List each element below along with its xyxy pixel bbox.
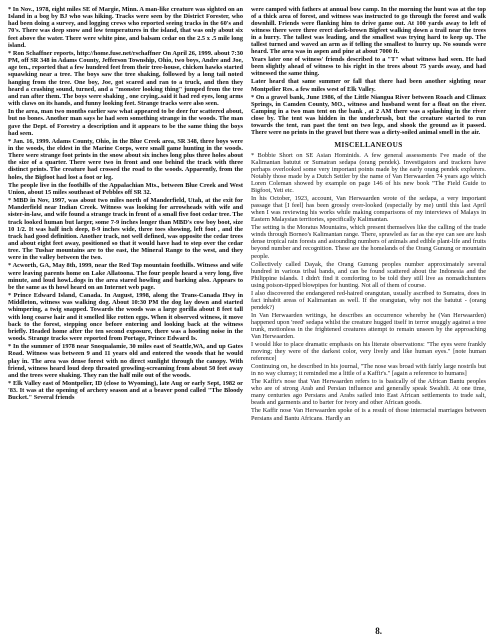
report-paragraph: * In the summer of 1978 near Snoqualamie, 30 miles east of Seattle,WA, and up Gates Road. Witness was between 9 and 11 years old and entered the woods that he would play in. The area was dense forest with no direct sunlight through the canopy. With friend, witness heard loud deep throated growling-screaming from about 50 feet away and the trees were shaking. They ran the half mile out of the woods. xyxy=(8,343,243,379)
article-paragraph: The Kaffir's nose that Van Herwaarden refers to is basically of the African Bantu peoples who are of strong Arab and Persian influence and generally speak Swahili. At one time, many centuries ago Persians and Arabs sailed into East African settlements to trade salt, beads and garments and to barter for ivory and other African goods. xyxy=(251,378,486,407)
report-paragraph: * Jan. 16, 1999. Adams County, Ohio, in the Blue Creek area, SR 348, three boys were in the woods, the eldest in the Marine Corps, were small game hunting in the woods. There were strange foot prints in the snow about six inches long plus three holes about the size of a quarter. There were two in front and one behind the track with three distinct prints. The creature had crossed the road to the woods. Apparently, from the holes, the Bigfoot had lost a foot or leg. xyxy=(8,137,243,181)
article-paragraph: * Bobbie Short on SE Asian Hominids. A few general assessments I've made of the Kalimantan batutut or Sumatran sedapa (orang pendek). Investigators and trackers have perhaps overlooked some very important points made by the early orang pendek explorers. Notably those made by a Dutch Settler by the name of Van Herwaarden 74 years ago which Loren Coleman showed by example on page 146 of his new book "The Field Guide to Bigfoot, Yeti etc. xyxy=(251,151,486,195)
report-paragraph: * On a gravel bank, June 1986, of the Little Niangua River between Roach and Climax Springs, in Camden County, MO., witness and husband went for a float on the river. Camping in a two man tent on the bank , at 2 AM there was a splashing in the river close by. The tent was hidden in the underbrush, but the creature started to run towards the tent, ran past the tent on two legs, and shook the ground as it passed. There were no prints in the gravel but there was a dirty-soiled animal smell in the air. xyxy=(251,93,486,136)
article-paragraph: The Kaffir nose Van Herwaarden spoke of is a result of those interracial marriages between Persians and Bantu Africans. Hardly an xyxy=(251,407,486,422)
report-paragraph: were camped with fathers at annual bow camp. In the morning the hunt was at the top of a thick area of forest, and witness was instructed to go through the forest and walk downhill. Friends were flanking him to drive game out. At 100 yards away to left of witness there were three erect dark-brown Bigfeet walking down a trail near the trees in a hurry. The tallest was leading, and the smallest was trying hard to keep up. The tallest turned and waved an arm as if telling the smallest to hurry up. No sounds were heard. The area was in aspen and pine at about 7000 ft. xyxy=(251,6,486,56)
report-paragraph: In the area, man two months earlier saw what appeared to be deer fur scattered about, but no bones. Another man says he had seen something strange in the woods. The man gave the Dept. of Forestry a description and it appears to be the same thing the boys had seen. xyxy=(8,108,243,137)
report-paragraph: * MBD in Nov, 1997, was about two miles north of Manderfield, Utah, at the exit for Manderfield near Indian Creek. Witness was looking for arrowheads with wife and sister-in-law, and wife found a strange track in front of a small five foot cedar tree. The track looked human but larger, some 7-9 inches longer than MBD's cow boy boot, size 10 1/2. It was half inch deep, 8-9 inches wide, three toes showing, left foot , and the track had good definition. Another track, not well defined, was opposite the cedar trees and about eight feet away, positioned so that it would have had to step over the cedar tree. The Tushar mountains are to the east, the Mineral Range to the west, and they were in the valley between the two. xyxy=(8,197,243,262)
article-paragraph: In Van Herwaarden writings, he describes an occurrence whereby he (Van Herwaarden) happened upon 'reed' sedapa whilst the creature hugged itself in terror snuggly against a tree trunk, motionless in the frightened creatures attempt to remain unseen by the approaching Van Herwaarden. xyxy=(251,311,486,341)
report-paragraph: * Prince Edward Island, Canada. In August, 1998, along the Trans-Canada Hwy in Middleton, witness was walking dog. About 10:30 PM the dog lay down and started whimpering, a twig snapped. Towards the woods was a large gorilla about 8 feet tall with long coarse hair and it smelled like rotten eggs. When it observed witness, it move back to the forest, stepping once before entering and looking back at the witness briefly. Headed home after the ten second exposure, there was a hooting noise in the woods. Strange tracks were reported from Portage, Prince Edward Is. xyxy=(8,292,243,343)
section-heading: MISCELLANEOUS xyxy=(334,140,403,149)
article-paragraph: I would like to place dramatic emphasis on his literate observations: "The eyes were frankly moving; they were of the darkest color, very lively and like human eyes." [note human reference] xyxy=(251,341,486,363)
report-paragraph: * Ron Schaffner reports, http://home.fuse.net/rschaffner On April 26, 1999. about 7:30 PM, off SR 348 in Adams County, Jefferson Township, Ohio, two boys, Andre and Joe, age ten., reported that a few hundred feet from their tree-house, chicken hawks started squawking near a tree. The boys saw the tree shaking, followed by a long tail noted hanging from the tree. One boy, Joe, got scared and ran to a truck, and then they heard a crashing sound, turned, and a "monster looking thing" jumped from the tree and ran after them. The boys were shaking , one crying..said it had red eyes, long arms with claws on its hands, and funny looking feet. Strange tracks were also seen. xyxy=(8,49,243,108)
report-paragraph: * Acworth, GA, May 8th, 1999, near the Red Top mountain foothills. Witness and wife were leaving parents home on Lake Allatoona. The four people heard a very long, five minute, and loud howl..dogs in the area stared howling and barking also. Appears to be the same as th howl heard on an Internet web page. xyxy=(8,262,243,291)
page-number: 8. xyxy=(375,626,382,636)
article-paragraph: Collectively called Dayak, the Orang Gunung peoples number approximately several hundred in various tribal bands, and can be found scattered about the Indonesia and the Philippine islands. I didn't find it comforting to be told they still live as nomadichunters using poison-tipped blowpipes for hunting. Not all of them of course. xyxy=(251,260,486,289)
article-paragraph: I also discovered the endangered red-haired orangutan, usually ascribed to Sumatra, does in fact inhabit areas of Kalimantan as well. If the orangutan, why not the batutut - (orang pendek?) xyxy=(251,289,486,311)
article-paragraph: The setting is the Moratus Mountains, which present themselves like the calling of the trade winds through Borneo's Kalimantan range. There, sprawled as far as the eye can see are lush dense tropical rain forests and astounding numbers of animals and edible plant-life and fruits beyond number and recognition. These are the homelands of the Orang Gunung or mountain people. xyxy=(251,224,486,260)
report-paragraph: Years later one of witness' friends described to a "T" what witness had seen. He had been slightly ahead of witness to his right in the trees about 75 yards away, and had witnessed the same thing. xyxy=(251,56,486,78)
left-column xyxy=(8,6,243,636)
report-paragraph: Later heard that same summer or fall that there had been another sighting near Montpelier Res. a few miles west of Elk Valley. xyxy=(251,78,486,93)
article-paragraph: In his October, 1923, account, Van Herwaarden wrote of the sedapa, a very important passage that [I feel] has been grossly over-looked (especially by me) until this last April when I was reviewing his works while making comparisons of my interviews of Malays in Eastern Malaysian territories, specifically Kalimantan. xyxy=(251,195,486,224)
right-column xyxy=(251,6,486,636)
report-paragraph: The people live in the foothills of the Appalachian Mts., between Blue Creek and West Union, about 15 miles southeast of Pebbles off SR 32. xyxy=(8,181,243,196)
article-paragraph: Continuing on, he described in his journal, "The nose was broad with fairly large nostrils but in no way clumsy; it reminded me a little of a Kaffir's." [again a reference to humans] xyxy=(251,363,486,378)
report-paragraph: * Elk Valley east of Montpelier, ID (close to Wyoming), late Aug or early Sept, 1982 or '83. It was at the opening of archery season and at a beaver pond called "The Bloody Bucket." Several friends xyxy=(8,379,243,402)
report-paragraph: * In Nov., 1978, eight miles SE of Margie, Minn. A man-like creature was sighted on an Island in a bog by BJ who was hiking. Tracks were seen by the District Forester, who had been doing a survey, and logging crews who reported seeing tracks in the 60's and 70's. There was deep snow and low temperatures in the island, that was only about six feet above the water. There were white pine, and balsam cedar on the 2.5 x .5 mile long island. xyxy=(8,6,243,49)
